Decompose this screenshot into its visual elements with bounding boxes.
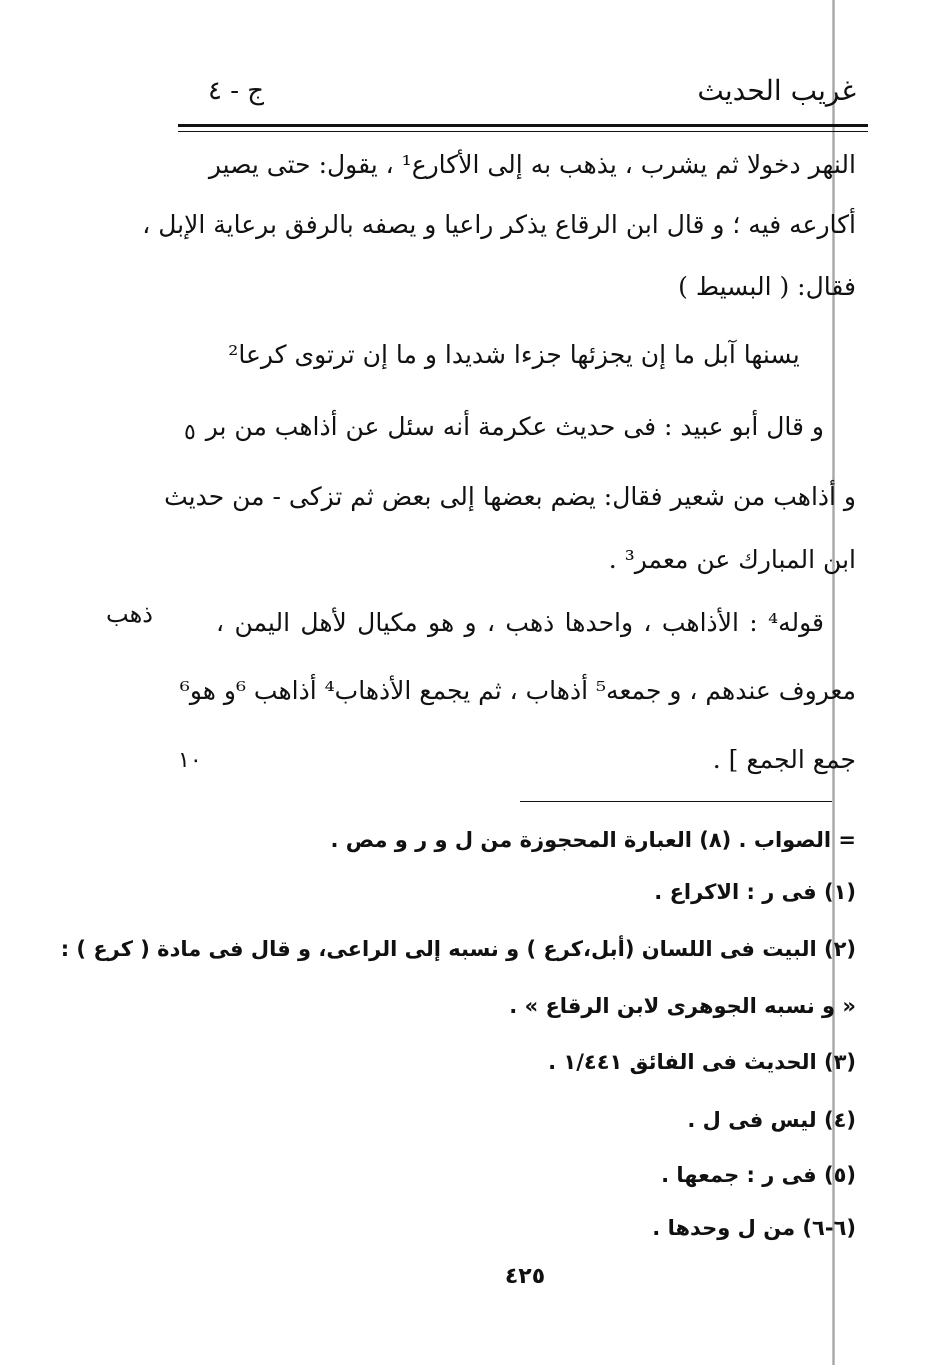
- line-number: ١٠: [178, 748, 202, 773]
- footnote: (٥) فى ر : جمعها .: [661, 1163, 856, 1187]
- footnote: (٦-٦) من ل وحدها .: [652, 1216, 856, 1240]
- header-rule-thin: [178, 131, 868, 132]
- body-line: ابن المبارك عن معمر³ .: [608, 545, 856, 574]
- footnote: (١) فى ر : الاكراع .: [654, 880, 856, 904]
- volume-label: ج - ٤: [208, 76, 265, 106]
- verse-line: يسنها آبل ما إن يجزئها جزءا شديدا و ما إن ترتوى كرعا²: [228, 340, 800, 369]
- margin-keyword: ذهب: [106, 600, 153, 628]
- body-line: فقال: ( البسيط ): [678, 272, 856, 301]
- footnote: « و نسبه الجوهرى لابن الرقاع » .: [509, 994, 856, 1018]
- footnote: (٢) البيت فى اللسان (أبل،كرع ) و نسبه إلى الراعى، و قال فى مادة ( كرع ) :: [60, 937, 856, 961]
- body-line: النهر دخولا ثم يشرب ، يذهب به إلى الأكارع¹ ، يقول: حتى يصير: [208, 150, 856, 179]
- footnote: = الصواب . (٨) العبارة المحجوزة من ل و ر و مص .: [330, 828, 856, 852]
- body-line: قوله⁴ : الأذاهب ، واحدها ذهب ، و هو مكيال لأهل اليمن ،: [216, 608, 824, 637]
- footnote-separator: [520, 801, 832, 802]
- footnote: (٤) ليس فى ل .: [687, 1108, 856, 1132]
- line-number: ٥: [184, 420, 196, 445]
- body-line: جمع الجمع ] .: [712, 745, 856, 774]
- body-line: معروف عندهم ، و جمعه⁵ أذهاب ، ثم يجمع الأذهاب⁴ أذاهب ⁶و هو⁶: [179, 676, 856, 705]
- body-line: و أذاهب من شعير فقال: يضم بعضها إلى بعض ثم تزكى - من حديث: [164, 482, 856, 511]
- body-line: أكارعه فيه ؛ و قال ابن الرقاع يذكر راعيا و يصفه بالرفق برعاية الإبل ،: [142, 210, 856, 239]
- body-line: و قال أبو عبيد : فى حديث عكرمة أنه سئل عن أذاهب من بر: [205, 412, 824, 441]
- running-title: غريب الحديث: [697, 74, 856, 107]
- page-number: ٤٢٥: [504, 1264, 546, 1289]
- footnote: (٣) الحديث فى الفائق ١/٤٤١ .: [548, 1050, 856, 1074]
- header-rule-thick: [178, 124, 868, 127]
